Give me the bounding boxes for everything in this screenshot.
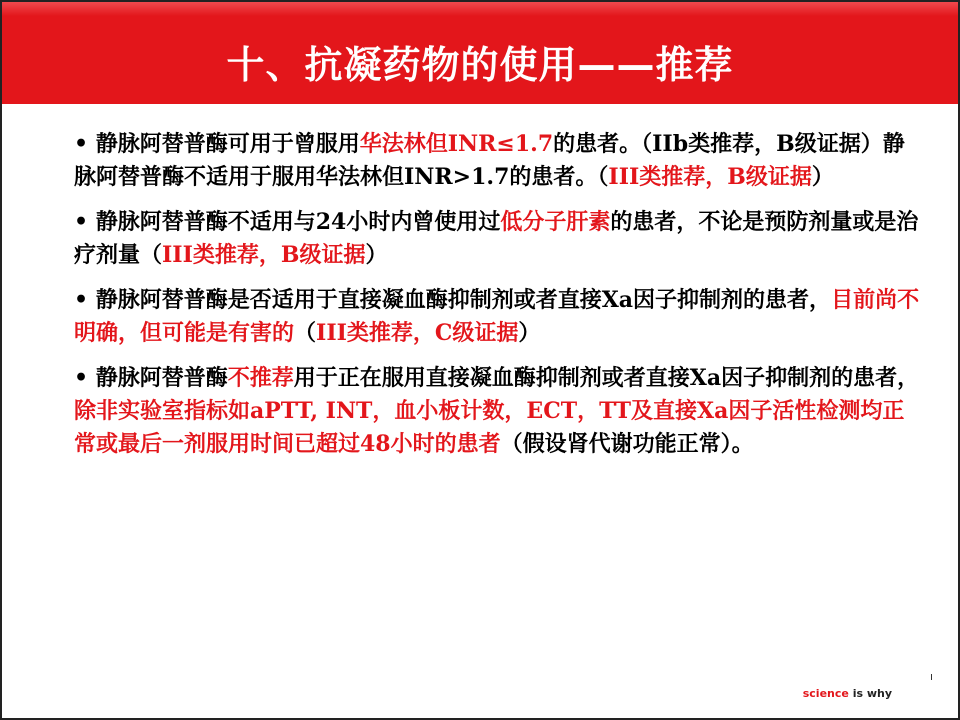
title-bar — [2, 2, 958, 104]
text-segment: 用于正在服用直接凝血酶抑制剂或者直接Xa因子抑制剂的患者， — [293, 365, 920, 391]
slide-content — [74, 128, 920, 473]
text-segment: ） — [811, 164, 834, 190]
paragraph-direct-inhibitors — [74, 284, 920, 350]
text-segment-highlight: 不推荐 — [227, 365, 294, 391]
text-segment: （假设肾代谢功能正常）。 — [500, 431, 754, 457]
text-segment: • 静脉阿替普酶不适用与24小时内曾使用过 — [74, 209, 501, 235]
text-segment-highlight: III类推荐，C级证据 — [316, 320, 519, 346]
text-segment: 的患者。（IIb类推荐，B级证据）静脉阿替普酶不适用于服用华法林但INR>1.7的患者。（ — [74, 131, 905, 190]
slide-mark — [931, 674, 932, 680]
text-segment-highlight: III类推荐，B级证据 — [608, 164, 812, 190]
text-segment-highlight: III类推荐，B级证据 — [162, 242, 366, 268]
text-segment: ） — [518, 320, 541, 346]
text-segment: （ — [294, 320, 317, 346]
text-segment-highlight: 目前尚不明确，但可能是有害的 — [74, 287, 920, 346]
slide-title: 十、抗凝药物的使用——推荐 — [226, 43, 734, 87]
paragraph-not-recommended — [74, 362, 920, 461]
text-segment: • 静脉阿替普酶 — [74, 365, 228, 391]
paragraph-lmwh — [74, 206, 920, 272]
text-segment-highlight: 低分子肝素 — [500, 209, 611, 235]
paragraph-iv-alteplase-warfarin — [74, 128, 920, 194]
footer-logo-rest: is why — [848, 687, 892, 700]
text-segment: ） — [365, 242, 388, 268]
footer-logo-science: science — [802, 687, 849, 700]
text-segment: • 静脉阿替普酶是否适用于直接凝血酶抑制剂或者直接Xa因子抑制剂的患者， — [74, 287, 832, 313]
title-bar-highlight — [2, 2, 958, 16]
footer-logo — [803, 687, 892, 700]
text-segment: • 静脉阿替普酶可用于曾服用 — [74, 131, 360, 157]
text-segment-highlight: 除非实验室指标如aPTT, INT，血小板计数，ECT，TT及直接Xa因子活性检测均正常或最后一剂服用时间已超过48小时的患者 — [74, 398, 905, 457]
text-segment-highlight: 华法林但INR≤1.7 — [359, 131, 554, 157]
text-segment: 的患者，不论是预防剂量或是治疗剂量（ — [74, 209, 919, 268]
